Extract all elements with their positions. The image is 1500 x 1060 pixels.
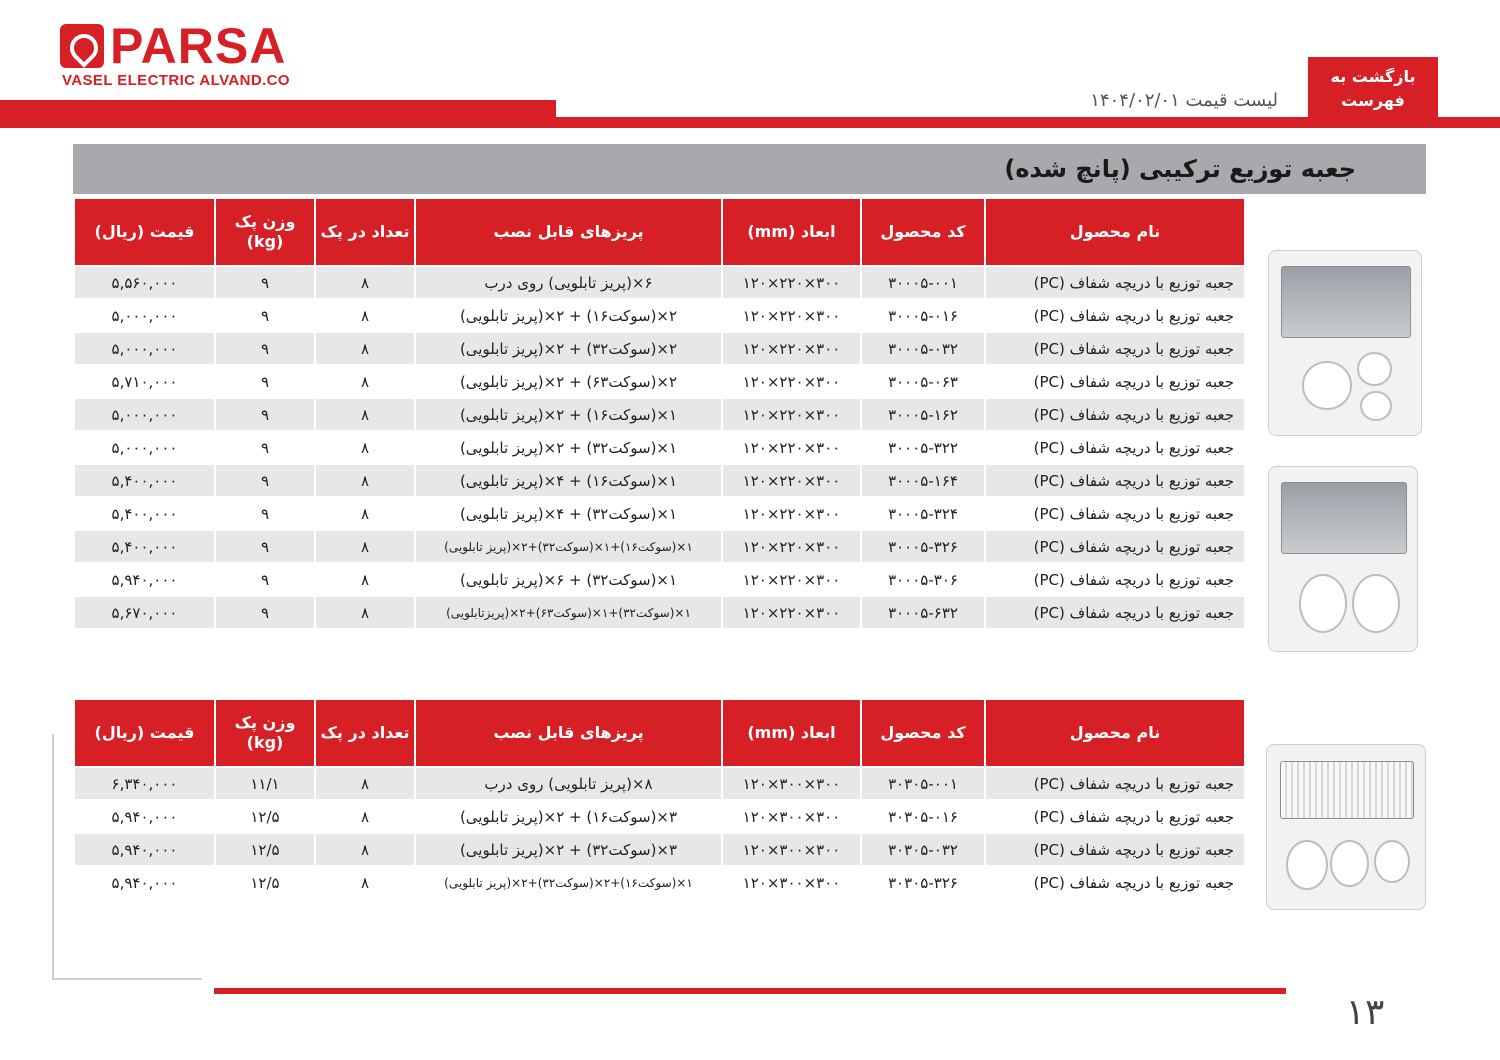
- price-table-1: [73, 197, 1246, 630]
- cell-product-code: ۳۰۰۰۵-۰۶۳: [862, 366, 984, 397]
- table-row: [75, 564, 1244, 595]
- cell-product-code: ۳۰۰۰۵-۳۲۶: [862, 531, 984, 562]
- cell-pack-count: ۸: [316, 300, 414, 331]
- col-header-pack-weight: وزن پک (kg): [216, 700, 314, 766]
- col-header-price: قیمت (ریال): [75, 199, 214, 265]
- cell-pack-weight: ۹: [216, 300, 314, 331]
- cell-product-name: جعبه توزیع با دریچه شفاف (PC): [986, 267, 1244, 298]
- cell-sockets: ۳×(سوکت۱۶) + ۲×(پریز تابلویی): [416, 801, 721, 832]
- price-list-date: لیست قیمت ۱۴۰۴/۰۲/۰۱: [1090, 90, 1278, 111]
- cell-pack-weight: ۱۱/۱: [216, 768, 314, 799]
- cell-pack-count: ۸: [316, 432, 414, 463]
- cell-pack-count: ۸: [316, 531, 414, 562]
- cell-product-name: جعبه توزیع با دریچه شفاف (PC): [986, 432, 1244, 463]
- cell-price: ۵,۰۰۰,۰۰۰: [75, 333, 214, 364]
- cell-product-name: جعبه توزیع با دریچه شفاف (PC): [986, 465, 1244, 496]
- header-red-bar: [0, 100, 556, 128]
- cell-pack-count: ۸: [316, 597, 414, 628]
- cell-product-name: جعبه توزیع با دریچه شفاف (PC): [986, 867, 1244, 898]
- cell-product-name: جعبه توزیع با دریچه شفاف (PC): [986, 801, 1244, 832]
- brand-logo: [60, 18, 320, 92]
- table-row: [75, 333, 1244, 364]
- table-row: [75, 399, 1244, 430]
- table-row: [75, 801, 1244, 832]
- cell-product-code: ۳۰۰۰۵-۳۰۶: [862, 564, 984, 595]
- product-image-box-2: [1268, 466, 1418, 652]
- cell-pack-weight: ۱۲/۵: [216, 867, 314, 898]
- cell-product-name: جعبه توزیع با دریچه شفاف (PC): [986, 399, 1244, 430]
- cell-dimensions: ۳۰۰×۲۲۰×۱۲۰: [723, 564, 860, 595]
- cell-pack-count: ۸: [316, 366, 414, 397]
- cell-product-code: ۳۰۳۰۵-۰۳۲: [862, 834, 984, 865]
- page-number: ۱۳: [1345, 992, 1385, 1033]
- cell-product-code: ۳۰۳۰۵-۰۰۱: [862, 768, 984, 799]
- cell-sockets: ۲×(سوکت۳۲) + ۲×(پریز تابلویی): [416, 333, 721, 364]
- cell-product-name: جعبه توزیع با دریچه شفاف (PC): [986, 768, 1244, 799]
- cell-product-name: جعبه توزیع با دریچه شفاف (PC): [986, 300, 1244, 331]
- cell-sockets: ۱×(سوکت۱۶) + ۲×(پریز تابلویی): [416, 399, 721, 430]
- cell-sockets: ۳×(سوکت۳۲) + ۲×(پریز تابلویی): [416, 834, 721, 865]
- cell-pack-count: ۸: [316, 333, 414, 364]
- cell-dimensions: ۳۰۰×۲۲۰×۱۲۰: [723, 366, 860, 397]
- cell-price: ۵,۷۱۰,۰۰۰: [75, 366, 214, 397]
- cell-dimensions: ۳۰۰×۳۰۰×۱۲۰: [723, 867, 860, 898]
- table-row: [75, 498, 1244, 529]
- cell-pack-weight: ۱۲/۵: [216, 801, 314, 832]
- table-row: [75, 867, 1244, 898]
- cell-pack-weight: ۹: [216, 267, 314, 298]
- cell-pack-count: ۸: [316, 267, 414, 298]
- cell-dimensions: ۳۰۰×۲۲۰×۱۲۰: [723, 531, 860, 562]
- col-header-sockets: پریزهای قابل نصب: [416, 199, 721, 265]
- product-image-box-3: [1266, 744, 1426, 910]
- back-button-line1: بازگشت به: [1330, 67, 1416, 86]
- cell-dimensions: ۳۰۰×۲۲۰×۱۲۰: [723, 333, 860, 364]
- col-header-price: قیمت (ریال): [75, 700, 214, 766]
- cell-sockets: ۱×(سوکت۳۲)+۱×(سوکت۶۳)+۲×(پریزتابلویی): [416, 597, 721, 628]
- table-row: [75, 597, 1244, 628]
- cell-sockets: ۸×(پریز تابلویی) روی درب: [416, 768, 721, 799]
- cell-pack-count: ۸: [316, 801, 414, 832]
- table-row: [75, 300, 1244, 331]
- cell-pack-count: ۸: [316, 867, 414, 898]
- cell-dimensions: ۳۰۰×۲۲۰×۱۲۰: [723, 432, 860, 463]
- product-image-box-1: [1268, 250, 1422, 436]
- cell-pack-weight: ۹: [216, 366, 314, 397]
- cell-product-code: ۳۰۳۰۵-۰۱۶: [862, 801, 984, 832]
- cell-price: ۵,۶۷۰,۰۰۰: [75, 597, 214, 628]
- cell-product-code: ۳۰۰۰۵-۰۰۱: [862, 267, 984, 298]
- cell-pack-count: ۸: [316, 768, 414, 799]
- cell-product-name: جعبه توزیع با دریچه شفاف (PC): [986, 564, 1244, 595]
- cell-price: ۵,۹۴۰,۰۰۰: [75, 801, 214, 832]
- table-row: [75, 834, 1244, 865]
- cell-price: ۵,۹۴۰,۰۰۰: [75, 867, 214, 898]
- cell-price: ۵,۰۰۰,۰۰۰: [75, 432, 214, 463]
- product-window: [1280, 761, 1415, 819]
- col-header-name: نام محصول: [986, 700, 1244, 766]
- cell-pack-weight: ۹: [216, 498, 314, 529]
- col-header-sockets: پریزهای قابل نصب: [416, 700, 721, 766]
- cell-pack-count: ۸: [316, 564, 414, 595]
- product-window: [1281, 482, 1407, 554]
- cell-product-name: جعبه توزیع با دریچه شفاف (PC): [986, 597, 1244, 628]
- cell-price: ۵,۹۴۰,۰۰۰: [75, 564, 214, 595]
- table-header-row: [75, 199, 1244, 265]
- cell-sockets: ۱×(سوکت۱۶)+۱×(سوکت۳۲)+۲×(پریز تابلویی): [416, 531, 721, 562]
- cell-product-code: ۳۰۰۰۵-۶۳۲: [862, 597, 984, 628]
- cell-product-code: ۳۰۰۰۵-۳۲۴: [862, 498, 984, 529]
- cell-dimensions: ۳۰۰×۲۲۰×۱۲۰: [723, 399, 860, 430]
- table-row: [75, 267, 1244, 298]
- cell-dimensions: ۳۰۰×۲۲۰×۱۲۰: [723, 465, 860, 496]
- cell-price: ۵,۴۰۰,۰۰۰: [75, 465, 214, 496]
- price-table-2-body: [75, 768, 1244, 898]
- footer-red-line: [214, 988, 1286, 994]
- cell-pack-weight: ۹: [216, 399, 314, 430]
- cell-sockets: ۱×(سوکت۳۲) + ۴×(پریز تابلویی): [416, 498, 721, 529]
- cell-dimensions: ۳۰۰×۳۰۰×۱۲۰: [723, 801, 860, 832]
- col-header-pack-weight: وزن پک (kg): [216, 199, 314, 265]
- price-table-2: [73, 698, 1246, 900]
- back-to-index-button[interactable]: [1308, 57, 1438, 121]
- cell-product-name: جعبه توزیع با دریچه شفاف (PC): [986, 498, 1244, 529]
- col-header-pack-count: تعداد در پک: [316, 700, 414, 766]
- cell-product-code: ۳۰۰۰۵-۱۶۲: [862, 399, 984, 430]
- cell-product-code: ۳۰۰۰۵-۰۳۲: [862, 333, 984, 364]
- cell-product-code: ۳۰۰۰۵-۱۶۴: [862, 465, 984, 496]
- cell-product-code: ۳۰۳۰۵-۳۲۶: [862, 867, 984, 898]
- table-row: [75, 366, 1244, 397]
- section-title: جعبه توزیع ترکیبی (پانچ شده): [73, 144, 1426, 194]
- cell-price: ۶,۳۴۰,۰۰۰: [75, 768, 214, 799]
- cell-pack-count: ۸: [316, 834, 414, 865]
- table-row: [75, 531, 1244, 562]
- cell-dimensions: ۳۰۰×۳۰۰×۱۲۰: [723, 834, 860, 865]
- cell-price: ۵,۵۶۰,۰۰۰: [75, 267, 214, 298]
- cell-sockets: ۲×(سوکت۱۶) + ۲×(پریز تابلویی): [416, 300, 721, 331]
- cell-product-name: جعبه توزیع با دریچه شفاف (PC): [986, 531, 1244, 562]
- table-row: [75, 432, 1244, 463]
- table-row: [75, 465, 1244, 496]
- socket-hole: [1330, 840, 1369, 887]
- socket-hole: [1374, 840, 1410, 883]
- cell-product-name: جعبه توزیع با دریچه شفاف (PC): [986, 366, 1244, 397]
- cell-dimensions: ۳۰۰×۲۲۰×۱۲۰: [723, 267, 860, 298]
- cell-pack-count: ۸: [316, 498, 414, 529]
- cell-dimensions: ۳۰۰×۲۲۰×۱۲۰: [723, 498, 860, 529]
- cell-pack-weight: ۹: [216, 432, 314, 463]
- col-header-dims: ابعاد (mm): [723, 199, 860, 265]
- table-header-row: [75, 700, 1244, 766]
- cell-pack-weight: ۹: [216, 531, 314, 562]
- cell-dimensions: ۳۰۰×۲۲۰×۱۲۰: [723, 300, 860, 331]
- socket-hole: [1286, 840, 1328, 890]
- cell-pack-count: ۸: [316, 465, 414, 496]
- cell-product-code: ۳۰۰۰۵-۰۱۶: [862, 300, 984, 331]
- socket-hole: [1360, 391, 1391, 421]
- decorative-frame-bottom: [52, 978, 202, 980]
- cell-sockets: ۱×(سوکت۱۶) + ۴×(پریز تابلویی): [416, 465, 721, 496]
- cell-dimensions: ۳۰۰×۲۲۰×۱۲۰: [723, 597, 860, 628]
- col-header-code: کد محصول: [862, 700, 984, 766]
- cell-pack-weight: ۹: [216, 597, 314, 628]
- brand-subtitle: VASEL ELECTRIC ALVAND.CO: [62, 72, 290, 89]
- col-header-name: نام محصول: [986, 199, 1244, 265]
- socket-hole: [1302, 361, 1352, 409]
- decorative-frame-left: [52, 734, 54, 980]
- cell-product-name: جعبه توزیع با دریچه شفاف (PC): [986, 333, 1244, 364]
- cell-pack-weight: ۹: [216, 564, 314, 595]
- cell-product-code: ۳۰۰۰۵-۳۲۲: [862, 432, 984, 463]
- cell-sockets: ۲×(سوکت۶۳) + ۲×(پریز تابلویی): [416, 366, 721, 397]
- cell-pack-count: ۸: [316, 399, 414, 430]
- cell-sockets: ۶×(پریز تابلویی) روی درب: [416, 267, 721, 298]
- brand-name: PARSA: [110, 18, 287, 74]
- cell-pack-weight: ۹: [216, 333, 314, 364]
- cell-sockets: ۱×(سوکت۳۲) + ۲×(پریز تابلویی): [416, 432, 721, 463]
- col-header-code: کد محصول: [862, 199, 984, 265]
- cell-pack-weight: ۱۲/۵: [216, 834, 314, 865]
- cell-price: ۵,۹۴۰,۰۰۰: [75, 834, 214, 865]
- price-table-1-body: [75, 267, 1244, 628]
- cell-product-name: جعبه توزیع با دریچه شفاف (PC): [986, 834, 1244, 865]
- cell-price: ۵,۰۰۰,۰۰۰: [75, 399, 214, 430]
- cell-sockets: ۱×(سوکت۱۶)+۲×(سوکت۳۲)+۲×(پریز تابلویی): [416, 867, 721, 898]
- cell-dimensions: ۳۰۰×۳۰۰×۱۲۰: [723, 768, 860, 799]
- brand-logo-icon: [60, 24, 104, 68]
- table-row: [75, 768, 1244, 799]
- product-window: [1281, 266, 1411, 338]
- cell-pack-weight: ۹: [216, 465, 314, 496]
- col-header-pack-count: تعداد در پک: [316, 199, 414, 265]
- cell-price: ۵,۴۰۰,۰۰۰: [75, 498, 214, 529]
- col-header-dims: ابعاد (mm): [723, 700, 860, 766]
- cell-sockets: ۱×(سوکت۳۲) + ۶×(پریز تابلویی): [416, 564, 721, 595]
- back-button-line2: فهرست: [1341, 91, 1405, 110]
- cell-price: ۵,۴۰۰,۰۰۰: [75, 531, 214, 562]
- socket-hole: [1357, 352, 1391, 385]
- cell-price: ۵,۰۰۰,۰۰۰: [75, 300, 214, 331]
- socket-hole: [1299, 574, 1347, 633]
- socket-hole: [1352, 574, 1400, 633]
